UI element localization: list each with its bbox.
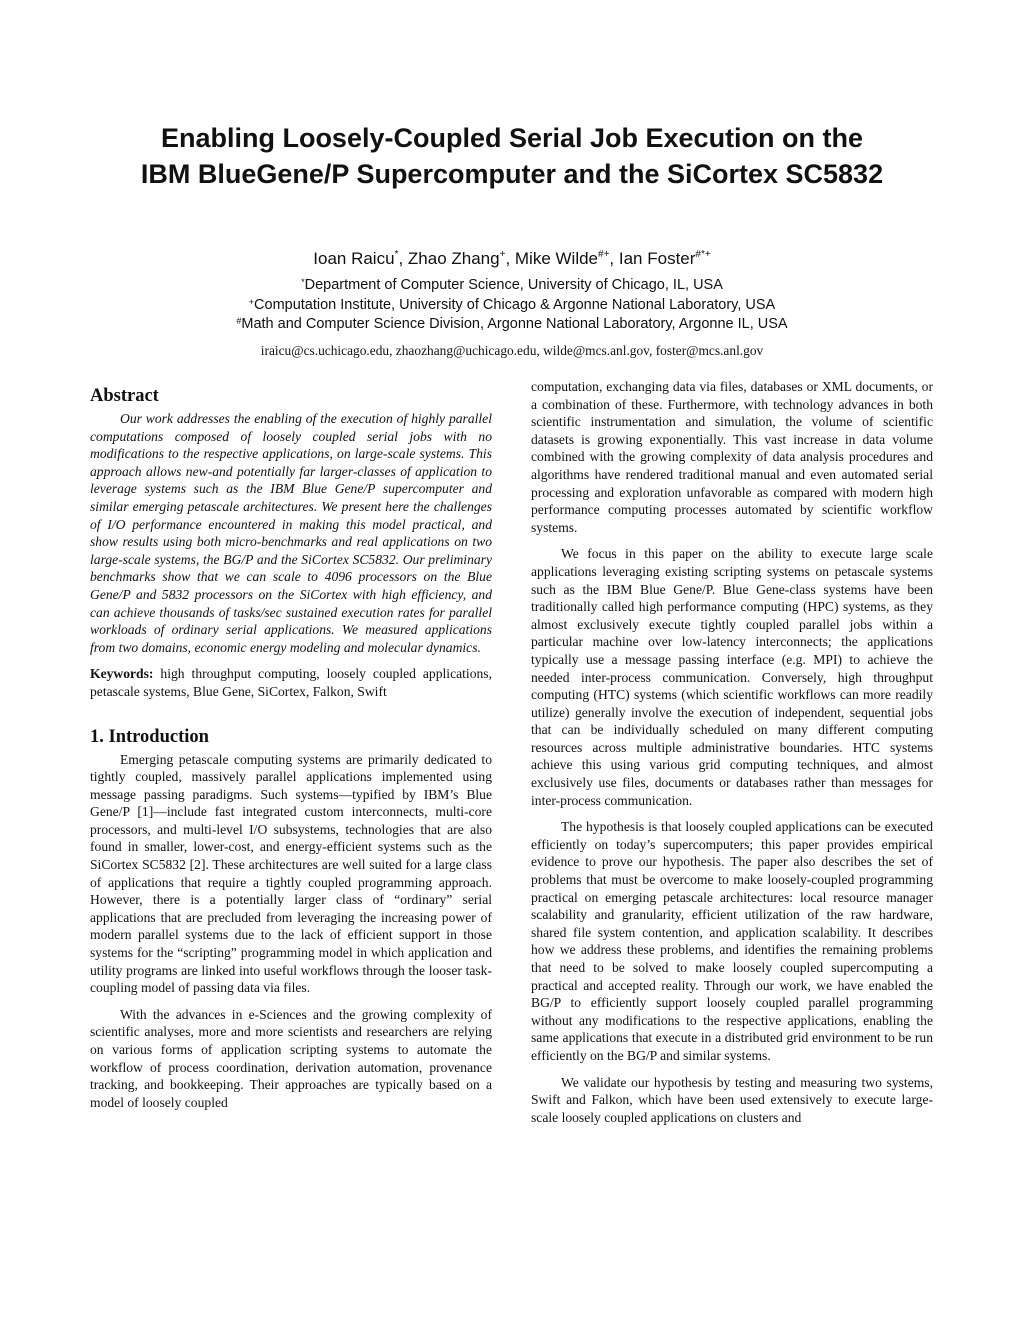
affiliation	[60, 296, 964, 316]
author: Mike Wilde	[514, 249, 599, 268]
body-paragraph: We validate our hypothesis by testing and measuring two systems, Swift and Falkon, which have been used extensively to execute large-scale loosely coupled applications on clusters and	[531, 1074, 933, 1125]
affiliation-text: Department of Computer Science, University of Chicago, IL, USA	[304, 277, 723, 293]
author-mark: #*+	[695, 249, 711, 260]
author-list	[60, 247, 964, 271]
author-mark: *	[394, 249, 399, 260]
abstract-heading: Abstract	[90, 386, 159, 406]
right-column	[531, 378, 933, 1135]
author-separator: ,	[398, 249, 408, 268]
body-paragraph: We focus in this paper on the ability to execute large scale applications leveraging existing scripting systems on petascale systems such as the IBM Blue Gene/P. Blue Gene-class systems have been traditionally called high performance computing (HPC) systems, as they almost exclusively execute tightly coupled parallel jobs within a particular machine over low-latency interconnects; the applications typically use a message passing interface (e.g. MPI) to achieve the needed inter-process communication. Conversely, high throughput computing (HTC) systems (which scientific workflows can more readily utilize) generally involve the execution of independent, sequential jobs that can be individually scheduled on many different computing resources across multiple administrative boundaries. HTC systems achieve this using various grid computing techniques, and almost exclusively use files, documents or databases rather than messages for inter-process communication.	[531, 546, 933, 808]
affiliation-mark: +	[248, 296, 255, 307]
author: Zhao Zhang	[407, 249, 500, 268]
paper-title	[60, 120, 964, 192]
body-paragraph: With the advances in e-Sciences and the growing complexity of scientific analyses, more and more scientists and researchers are relying on various forms of application scripting systems to automate the workflow of process coordination, derivation automation, provenance tracking, and bookkeeping. Their approaches are typically based on a model of loosely coupled	[90, 1006, 492, 1110]
body-paragraph: Emerging petascale computing systems are primarily dedicated to tightly coupled, massively parallel applications implemented using message passing paradigms. Such systems—typified by IBM’s Blue Gene/P [1]—include fast integrated custom interconnects, multi-core processors, and multi-level I/O subsystems, technologies that are also found in smaller, lower-cost, and energy-efficient systems such as the SiCortex SC5832 [2]. These architectures are well suited for a large class of applications that require a tightly coupled programming approach. However, there is a potentially larger class of “ordinary” serial applications that are precluded from leveraging the increasing power of modern parallel systems due to the lack of efficient support in those systems for the “scripting” programming model in which application and utility programs are linked into useful workflows through the looser task-coupling model of passing data via files.	[90, 751, 492, 996]
keywords	[90, 665, 492, 700]
title-line-2: IBM BlueGene/P Supercomputer and the SiCortex SC5832	[140, 159, 884, 189]
author: Ian Foster	[618, 249, 696, 268]
affiliation	[60, 276, 964, 296]
author-separator: ,	[505, 249, 515, 268]
abstract-text: Our work addresses the enabling of the execution of highly parallel computations composed of loosely coupled serial jobs with no modifications to the respective applications, on large-scale systems. This approach allows new-and potentially far larger-classes of application to leverage systems such as the IBM Blue Gene/P supercomputer and similar emerging petascale architectures. We present here the challenges of I/O performance encountered in making this model practical, and show results using both micro-benchmarks and real applications on two large-scale systems, the BG/P and the SiCortex SC5832. Our preliminary benchmarks show that we can scale to 4096 processors on the Blue Gene/P and 5832 processors on the SiCortex with high efficiency, and can achieve thousands of tasks/sec sustained execution rates for parallel workloads of ordinary serial applications. We measured applications from two domains, economic energy modeling and molecular dynamics.	[90, 411, 492, 655]
affiliation-mark: #	[236, 316, 242, 326]
affiliation-text: Math and Computer Science Division, Argonne National Laboratory, Argonne IL, USA	[241, 316, 788, 332]
keywords-text: high throughput computing, loosely coupled applications, petascale systems, Blue Gene, SiCortex, Falkon, Swift	[90, 666, 492, 699]
affiliation-text: Computation Institute, University of Chicago & Argonne National Laboratory, USA	[254, 296, 776, 313]
body-paragraph-continued: computation, exchanging data via files, databases or XML documents, or a combination of these. Furthermore, with technology advances in both scientific instrumentation and simulation, the volume of scientific datasets is growing exponentially. This vast increase in data volume combined with the growing complexity of data analysis procedures and algorithms have rendered traditional manual and even automated serial processing and exploration unfavorable as compared with modern high performance computing processes automated by scientific workflow systems.	[531, 379, 933, 535]
author-mark: +	[499, 249, 506, 260]
affiliation-mark: *	[301, 277, 305, 287]
author-emails: iraicu@cs.uchicago.edu, zhaozhang@uchicago.edu, wilde@mcs.anl.gov, foster@mcs.anl.gov	[260, 343, 764, 358]
introduction-heading: 1. Introduction	[90, 726, 209, 747]
affiliation	[60, 315, 964, 335]
title-line-1: Enabling Loosely-Coupled Serial Job Execution on the	[160, 123, 864, 153]
author-mark: #+	[598, 249, 610, 260]
left-column	[90, 378, 492, 1120]
keywords-label: Keywords:	[90, 666, 154, 682]
body-paragraph: The hypothesis is that loosely coupled applications can be executed efficiently on today’s supercomputers; this paper provides empirical evidence to prove our hypothesis. The paper also describes the set of problems that must be overcome to make loosely-coupled programming practical on emerging petascale architectures: local resource manager scalability and granularity, efficient utilization of the raw hardware, shared file system contention, and application scalability. It describes how we address these problems, and identifies the remaining problems that need to be solved to make loosely coupled supercomputing a practical and accepted reality. Through our work, we have enabled the BG/P to efficiently support loosely coupled parallel programming without any modifications to the respective applications, enabling the same applications that execute in a distributed grid environment to be run efficiently on the BG/P and similar systems.	[531, 819, 933, 1063]
author: Ioan Raicu	[313, 249, 395, 268]
affiliation-list	[60, 276, 964, 335]
author-separator: ,	[609, 249, 619, 268]
